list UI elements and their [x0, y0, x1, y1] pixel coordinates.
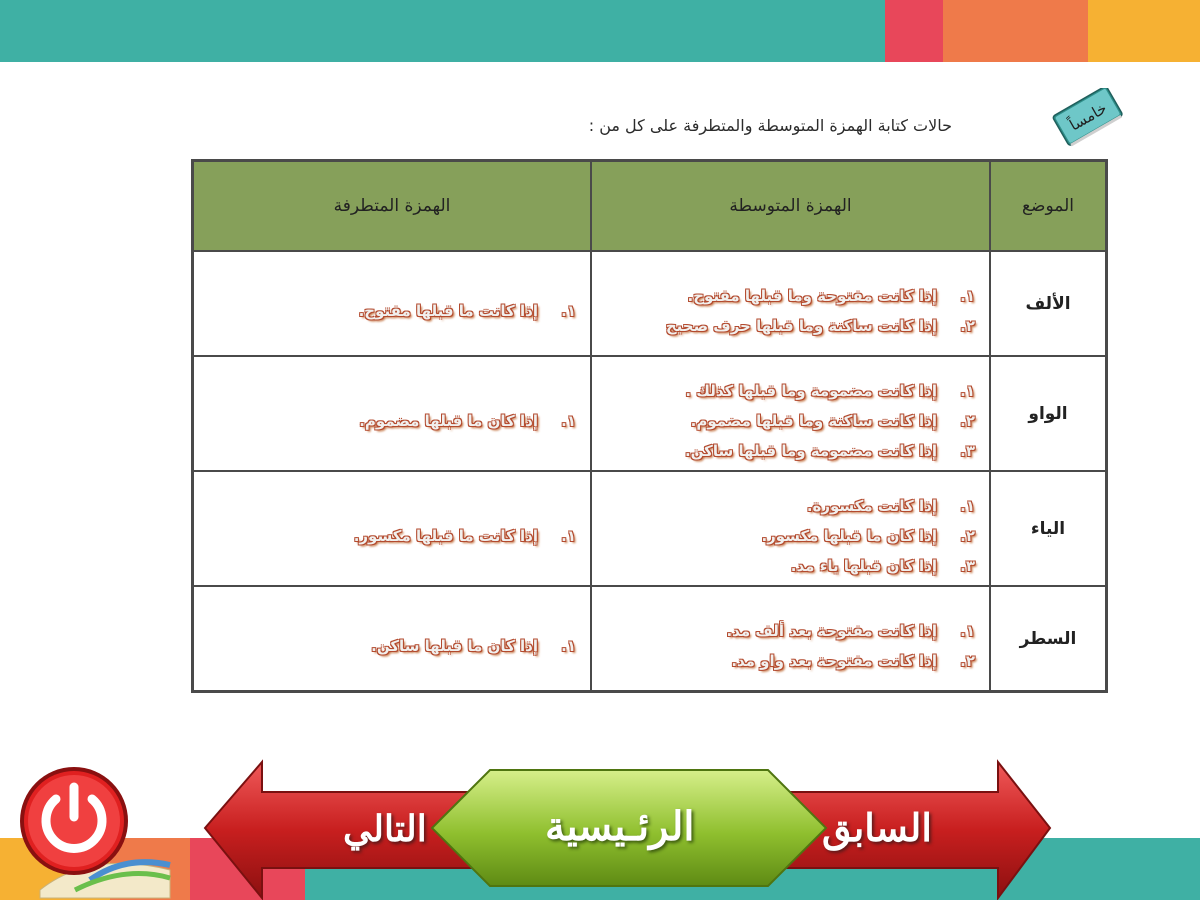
home-button-label[interactable]: الرئـيسية: [545, 803, 695, 850]
row-label-line: السطر: [990, 586, 1106, 691]
header-middle: الهمزة المتوسطة: [591, 161, 990, 251]
list-item: ٢. إذا كانت ساكنة وما قبلها حرف صحيح: [665, 316, 975, 335]
list-item: ٣. إذا كانت مضمومة وما قبلها ساكن.: [684, 441, 975, 460]
row-label-waw: الواو: [990, 356, 1106, 471]
list-item: ٢. إذا كانت مفتوحة بعد واو مد.: [731, 651, 975, 670]
top-color-band: [0, 0, 1200, 62]
list-item: ١. إذا كانت مفتوحة بعد ألف مد.: [726, 621, 975, 640]
table-cell-middle: [591, 251, 990, 356]
header-position: الموضع: [990, 161, 1106, 251]
row-label-alef: الألف: [990, 251, 1106, 356]
list-item: ١. إذا كانت ما قبلها مكسور.: [353, 526, 576, 545]
table-cell-middle: [591, 586, 990, 691]
previous-button-label[interactable]: السابق: [822, 805, 932, 850]
hamza-table: [191, 159, 1108, 693]
next-button-label[interactable]: التالي: [343, 808, 427, 850]
notebook-badge-icon: [1050, 88, 1130, 148]
list-item: ١. إذا كانت مكسورة.: [806, 496, 975, 515]
list-item: ١. إذا كانت ما قبلها مفتوح.: [358, 301, 576, 320]
list-item: ٢. إذا كان ما قبلها مكسور.: [761, 526, 975, 545]
table-cell-final: [193, 356, 591, 471]
table-cell-middle: [591, 471, 990, 586]
list-item: ١. إذا كان ما قبلها مضموم.: [359, 411, 576, 430]
list-item: ٢. إذا كانت ساكنة وما قبلها مضموم.: [690, 411, 975, 430]
list-item: ١. إذا كانت مضمومة وما قبلها كذلك .: [685, 381, 975, 400]
header-final: الهمزة المتطرفة: [193, 161, 591, 251]
row-label-yaa: الياء: [990, 471, 1106, 586]
list-item: ١. إذا كانت مفتوحة وما قبلها مفتوح.: [687, 286, 975, 305]
table-cell-middle: [591, 356, 990, 471]
list-item: ١. إذا كان ما قبلها ساكن.: [371, 636, 576, 655]
bottom-navigation: [0, 740, 1200, 900]
list-item: ٣. إذا كان قبلها ياء مد.: [790, 556, 975, 575]
badge-label: خامساً: [1066, 99, 1110, 135]
heading-row: [530, 88, 1130, 148]
heading-text: حالات كتابة الهمزة المتوسطة والمتطرفة على كل من :: [588, 116, 952, 135]
power-icon[interactable]: [18, 765, 130, 877]
table-cell-final: [193, 251, 591, 356]
table-cell-final: [193, 586, 591, 691]
table-cell-final: [193, 471, 591, 586]
